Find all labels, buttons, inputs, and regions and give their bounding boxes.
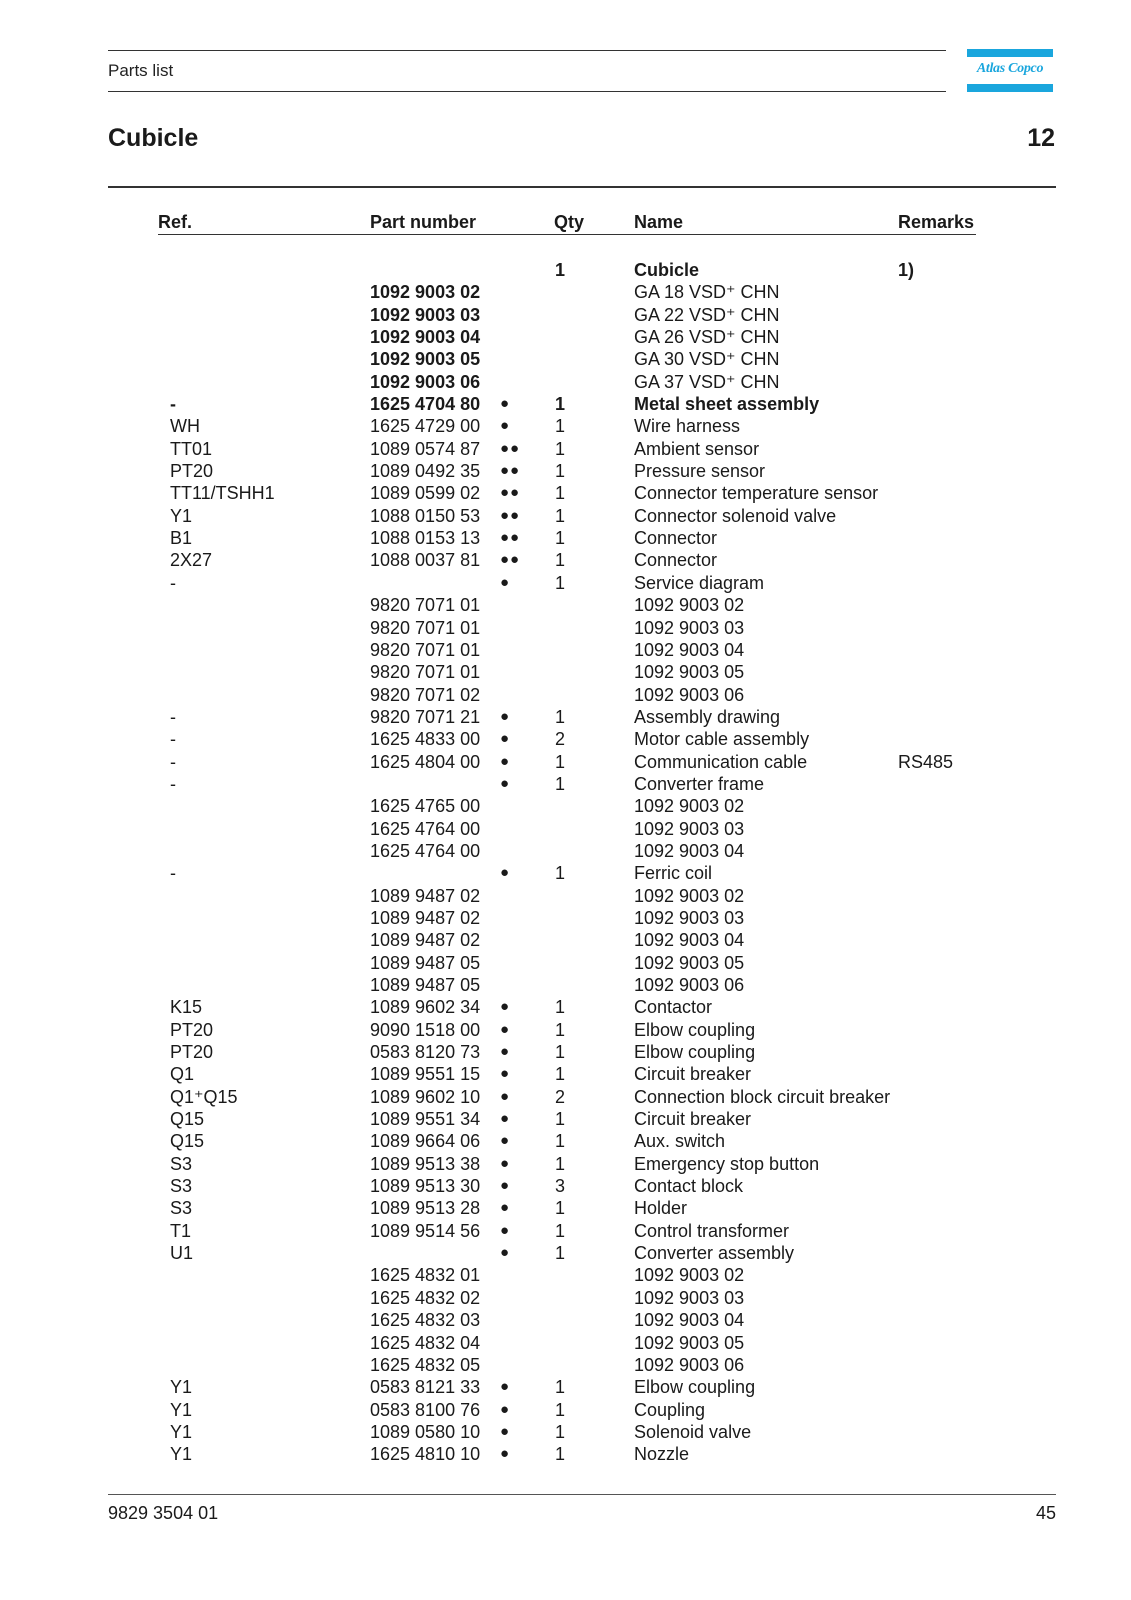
name-cell: 1092 9003 05 [634,1332,745,1353]
table-row [0,1019,1131,1041]
ref-cell: TT11/TSHH1 [170,483,275,504]
table-row [0,371,1131,393]
qty-cell: 1 [555,1377,566,1398]
ref-cell: - [170,572,176,593]
name-cell: 1092 9003 03 [634,907,745,928]
ref-cell: TT01 [170,438,213,459]
table-row [0,639,1131,661]
table-row [0,1220,1131,1242]
name-cell: Holder [634,1198,688,1219]
table-row [0,1287,1131,1309]
table-row [0,1264,1131,1286]
table-row [0,728,1131,750]
table-row [0,348,1131,370]
name-cell: Converter assembly [634,1243,795,1264]
name-cell: Ferric coil [634,863,713,884]
part-number-cell: 1089 9513 30 [370,1176,481,1197]
qty-cell: 1 [555,751,566,772]
footer-rule [108,1494,1056,1495]
table-row [0,549,1131,571]
name-cell: Pressure sensor [634,461,766,482]
name-cell: Elbow coupling [634,1042,756,1063]
name-cell: Converter frame [634,773,765,794]
qty-cell: 1 [555,1421,566,1442]
table-row [0,1086,1131,1108]
qty-cell: 1 [555,997,566,1018]
table-row [0,1332,1131,1354]
header-bottom-rule [108,91,946,92]
ref-cell: Q1 [170,1064,195,1085]
name-cell: 1092 9003 04 [634,1310,745,1331]
table-row [0,505,1131,527]
marker-dots: ● [500,1177,511,1195]
marker-dots: ●● [500,551,521,569]
part-number-cell: 0583 8100 76 [370,1399,481,1420]
ref-cell: Y1 [170,1421,193,1442]
part-number-cell: 9820 7071 01 [370,662,481,683]
part-number-cell: 9820 7071 01 [370,617,481,638]
table-row [0,840,1131,862]
marker-dots: ● [500,1087,511,1105]
table-row [0,1130,1131,1152]
part-number-cell: 1089 9551 15 [370,1064,481,1085]
table-row [0,1309,1131,1331]
table-row [0,684,1131,706]
name-cell: GA 30 VSD⁺ CHN [634,349,780,370]
name-cell: 1092 9003 02 [634,1265,745,1286]
part-number-cell: 9820 7071 21 [370,706,481,727]
qty-cell: 1 [555,863,566,884]
part-number-cell: 1625 4832 04 [370,1332,481,1353]
part-number-cell: 1089 9487 02 [370,907,481,928]
part-number-cell: 1089 0574 87 [370,438,481,459]
table-row [0,482,1131,504]
column-header-rule [158,234,976,235]
table-row [0,1421,1131,1443]
table-row [0,1399,1131,1421]
marker-dots: ● [500,1422,511,1440]
qty-cell: 1 [555,416,566,437]
marker-dots: ● [500,1110,511,1128]
ref-cell: T1 [170,1220,192,1241]
marker-dots: ● [500,1132,511,1150]
name-cell: Assembly drawing [634,706,781,727]
qty-cell: 1 [555,1399,566,1420]
name-cell: 1092 9003 04 [634,930,745,951]
column-header-part-number: Part number [370,212,477,232]
part-number-cell: 1625 4832 01 [370,1265,481,1286]
table-row [0,259,1131,281]
marker-dots: ● [500,1221,511,1239]
table-row [0,1108,1131,1130]
section-number: 12 [1027,124,1055,152]
name-cell: 1092 9003 03 [634,1287,745,1308]
name-cell: Coupling [634,1399,706,1420]
name-cell: 1092 9003 06 [634,1354,745,1375]
name-cell: 1092 9003 04 [634,639,745,660]
table-row [0,304,1131,326]
part-number-cell: 1625 4729 00 [370,416,481,437]
section-title: Cubicle [108,124,199,152]
table-row [0,415,1131,437]
name-cell: 1092 9003 02 [634,885,745,906]
table-row [0,818,1131,840]
part-number-cell: 9820 7071 01 [370,595,481,616]
part-number-cell: 9090 1518 00 [370,1019,481,1040]
name-cell: Emergency stop button [634,1153,820,1174]
table-row [0,326,1131,348]
name-cell: 1092 9003 04 [634,840,745,861]
table-row [0,1354,1131,1376]
qty-cell: 2 [555,729,566,750]
remarks-cell: RS485 [898,751,954,772]
name-cell: Connector temperature sensor [634,483,879,504]
table-row [0,706,1131,728]
qty-cell: 1 [555,1064,566,1085]
ref-cell: Y1 [170,1399,193,1420]
part-number-cell: 1089 0580 10 [370,1421,481,1442]
name-cell: Motor cable assembly [634,729,810,750]
name-cell: Elbow coupling [634,1377,756,1398]
table-row [0,460,1131,482]
name-cell: Service diagram [634,572,765,593]
part-number-cell: 1625 4764 00 [370,840,481,861]
name-cell: GA 26 VSD⁺ CHN [634,327,780,348]
marker-dots: ● [500,1378,511,1396]
qty-cell: 1 [555,1131,566,1152]
qty-cell: 1 [555,438,566,459]
name-cell: Connector [634,550,718,571]
marker-dots: ●● [500,484,521,502]
qty-cell: 1 [555,1444,566,1465]
name-cell: Contactor [634,997,713,1018]
table-row [0,1153,1131,1175]
marker-dots: ● [500,417,511,435]
name-cell: Nozzle [634,1444,690,1465]
name-cell: 1092 9003 03 [634,617,745,638]
table-row [0,996,1131,1018]
part-number-cell: 1089 9487 05 [370,975,481,995]
marker-dots: ●● [500,462,521,480]
part-number-cell: 1092 9003 05 [370,349,481,370]
name-cell: Control transformer [634,1220,790,1241]
name-cell: 1092 9003 05 [634,952,745,973]
qty-cell: 1 [555,1019,566,1040]
marker-dots: ● [500,395,511,413]
part-number-cell: 1092 9003 04 [370,327,481,348]
ref-cell: 2X27 [170,550,213,571]
name-cell: GA 18 VSD⁺ CHN [634,282,780,303]
table-row [0,1242,1131,1264]
table-row [0,795,1131,817]
table-row [0,1175,1131,1197]
column-header-name: Name [634,212,684,232]
section-rule [108,186,1056,188]
logo-top-bar [967,49,1053,57]
ref-cell: Y1 [170,1377,193,1398]
ref-cell: - [170,751,176,772]
name-cell: Connector [634,528,718,549]
table-row [0,281,1131,303]
marker-dots: ●● [500,439,521,457]
table-row [0,773,1131,795]
name-cell: 1092 9003 06 [634,684,745,705]
marker-dots: ● [500,1154,511,1172]
name-cell: GA 22 VSD⁺ CHN [634,304,780,325]
table-row [0,885,1131,907]
part-number-cell: 1625 4704 80 [370,394,481,415]
ref-cell: PT20 [170,461,214,482]
qty-cell: 1 [555,773,566,794]
part-number-cell: 1625 4832 05 [370,1354,481,1375]
ref-cell: - [170,773,176,794]
ref-cell: WH [170,416,200,437]
table-row [0,393,1131,415]
qty-cell: 1 [555,1220,566,1241]
table-row [0,617,1131,639]
marker-dots: ● [500,573,511,591]
marker-dots: ● [500,1020,511,1038]
marker-dots: ● [500,1445,511,1463]
qty-cell: 1 [555,550,566,571]
ref-cell: Q15 [170,1131,205,1152]
part-number-cell: 1625 4765 00 [370,796,481,817]
table-row [0,661,1131,683]
name-cell: Wire harness [634,416,741,437]
marker-dots: ● [500,1199,511,1217]
name-cell: Connector solenoid valve [634,505,837,526]
ref-cell: U1 [170,1243,194,1264]
qty-cell: 1 [555,706,566,727]
qty-cell: 1 [555,1243,566,1264]
part-number-cell: 1089 0599 02 [370,483,481,504]
part-number-cell: 9820 7071 01 [370,639,481,660]
marker-dots: ● [500,1400,511,1418]
part-number-cell: 0583 8120 73 [370,1042,481,1063]
marker-dots: ● [500,730,511,748]
qty-cell: 1 [555,1042,566,1063]
header-top-rule [108,50,946,51]
remarks-cell: 1) [898,260,915,280]
part-number-cell: 1089 9551 34 [370,1109,481,1130]
ref-cell: Y1 [170,505,193,526]
part-number-cell: 1089 9514 56 [370,1220,481,1241]
table-row [0,1376,1131,1398]
part-number-cell: 1092 9003 06 [370,371,481,392]
part-number-cell: 1625 4832 03 [370,1310,481,1331]
marker-dots: ● [500,998,511,1016]
part-number-cell: 9820 7071 02 [370,684,481,705]
qty-cell: 2 [555,1086,566,1107]
table-row [0,974,1131,996]
name-cell: 1092 9003 03 [634,818,745,839]
part-number-cell: 1089 9602 34 [370,997,481,1018]
part-number-cell: 1625 4833 00 [370,729,481,750]
table-row [0,1443,1131,1465]
name-cell: Contact block [634,1176,744,1197]
marker-dots: ● [500,707,511,725]
ref-cell: K15 [170,997,203,1018]
ref-cell: S3 [170,1198,193,1219]
logo-bottom-bar [967,84,1053,92]
ref-cell: Y1 [170,1444,193,1465]
marker-dots: ● [500,1043,511,1061]
ref-cell: PT20 [170,1042,214,1063]
part-number-cell: 1089 9487 05 [370,952,481,973]
part-number-cell: 1625 4804 00 [370,751,481,772]
name-cell: Ambient sensor [634,438,760,459]
table-row [0,438,1131,460]
qty-cell: 1 [555,1153,566,1174]
name-cell: GA 37 VSD⁺ CHN [634,371,780,392]
name-cell: Metal sheet assembly [634,394,820,415]
name-cell: Circuit breaker [634,1064,752,1085]
part-number-cell: 1625 4764 00 [370,818,481,839]
qty-cell: 1 [555,528,566,549]
name-cell: Connection block circuit breaker [634,1086,891,1107]
ref-cell: - [170,706,176,727]
table-row [0,594,1131,616]
qty-cell: 1 [555,483,566,504]
qty-cell: 1 [555,505,566,526]
logo-text: Atlas Copco [976,61,1044,76]
marker-dots: ● [500,1244,511,1262]
qty-cell: 1 [555,461,566,482]
part-number-cell: 1089 9664 06 [370,1131,481,1152]
part-number-cell: 1625 4832 02 [370,1287,481,1308]
qty-cell: 1 [555,1109,566,1130]
ref-cell: Q1⁺Q15 [170,1086,238,1107]
table-row [0,929,1131,951]
ref-cell: B1 [170,528,193,549]
marker-dots: ●● [500,529,521,547]
table-row [0,572,1131,594]
part-number-cell: 1089 9513 28 [370,1198,481,1219]
part-number-cell: 1089 0492 35 [370,461,481,482]
qty-cell: 1 [555,572,566,593]
column-header-ref: Ref. [158,212,193,232]
page-number: 45 [1035,1503,1056,1523]
header-title: Parts list [108,61,174,80]
name-cell: Aux. switch [634,1131,726,1152]
table-row [0,527,1131,549]
name-cell: 1092 9003 06 [634,975,745,995]
name-cell: Communication cable [634,751,808,772]
part-number-cell: 1089 9487 02 [370,885,481,906]
table-row [0,1063,1131,1085]
ref-cell: - [170,729,176,750]
name-cell: 1092 9003 05 [634,662,745,683]
marker-dots: ● [500,752,511,770]
qty-cell: 1 [555,260,566,280]
table-row [0,1197,1131,1219]
column-header-remarks: Remarks [898,212,975,232]
part-number-cell: 1092 9003 03 [370,304,481,325]
part-number-cell: 1625 4810 10 [370,1444,481,1465]
ref-cell: - [170,394,176,415]
ref-cell: Q15 [170,1109,205,1130]
marker-dots: ●● [500,506,521,524]
document-number: 9829 3504 01 [108,1503,219,1523]
column-header-qty: Qty [554,212,585,232]
qty-cell: 1 [555,1198,566,1219]
parts-table [0,259,1131,1466]
part-number-cell: 0583 8121 33 [370,1377,481,1398]
part-number-cell: 1089 9602 10 [370,1086,481,1107]
marker-dots: ● [500,864,511,882]
name-cell: Solenoid valve [634,1421,752,1442]
table-row [0,751,1131,773]
marker-dots: ● [500,1065,511,1083]
table-row [0,1041,1131,1063]
table-row [0,862,1131,884]
part-number-cell: 1092 9003 02 [370,282,481,303]
ref-cell: S3 [170,1176,193,1197]
name-cell: Cubicle [634,260,700,280]
name-cell: Elbow coupling [634,1019,756,1040]
qty-cell: 3 [555,1176,566,1197]
part-number-cell: 1089 9487 02 [370,930,481,951]
ref-cell: S3 [170,1153,193,1174]
ref-cell: - [170,863,176,884]
table-row [0,907,1131,929]
qty-cell: 1 [555,394,566,415]
name-cell: 1092 9003 02 [634,796,745,817]
part-number-cell: 1088 0153 13 [370,528,481,549]
part-number-cell: 1089 9513 38 [370,1153,481,1174]
ref-cell: PT20 [170,1019,214,1040]
name-cell: 1092 9003 02 [634,595,745,616]
name-cell: Circuit breaker [634,1109,752,1130]
part-number-cell: 1088 0037 81 [370,550,481,571]
atlas-copco-logo [967,49,1053,92]
table-row [0,952,1131,974]
part-number-cell: 1088 0150 53 [370,505,481,526]
marker-dots: ● [500,774,511,792]
